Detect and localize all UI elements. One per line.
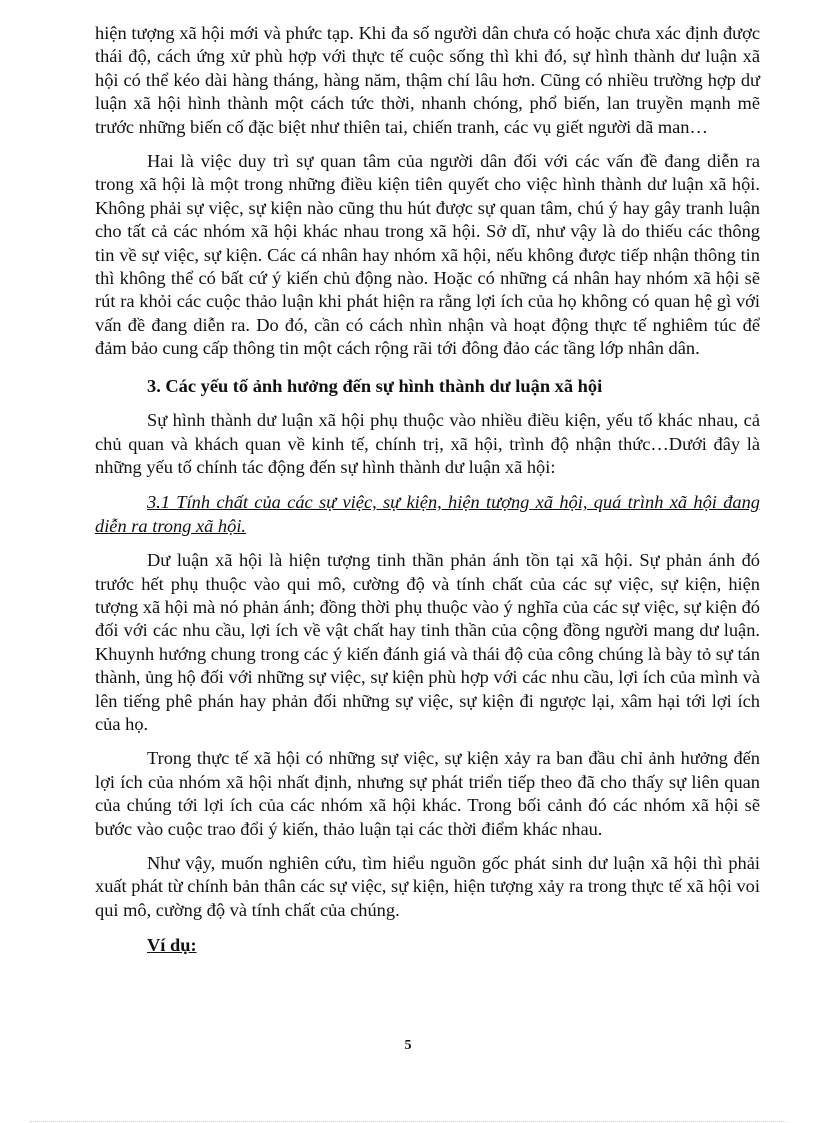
- example-label: Ví dụ:: [147, 935, 197, 956]
- paragraph-reflection: Dư luận xã hội là hiện tượng tinh thần phản ánh tồn tại xã hội. Sự phản ánh đó trước hết phụ thuộc vào qui mô, cường độ và tính chất của các sự việc, sự kiện, hiện tượng xã hội mà nó phản ánh; đồng thời phụ thuộc vào ý nghĩa của các sự việc, sự kiện đó đối với các nhu cầu, lợi ích về vật chất hay tinh thần của cộng đồng người mang dư luận. Khuynh hướng chung trong các ý kiến đánh giá và thái độ của công chúng là bày tỏ sự tán thành, ủng hộ đối với những sự việc, sự kiện phù hợp với các nhu cầu, lợi ích của mình và lên tiếng phê phán hay phản đối những sự việc, sự kiện đi ngược lại, xâm hại tới lợi ích của họ.: [95, 550, 760, 734]
- page-bottom-divider: [30, 1121, 786, 1122]
- paragraph-continuation: hiện tượng xã hội mới và phức tạp. Khi đa số người dân chưa có hoặc chưa xác định được thái độ, cách ứng xử phù hợp với thực tế cuộc sống thì khi đó, sự hình thành dư luận xã hội có thể kéo dài hàng tháng, hàng năm, thậm chí lâu hơn. Cũng có nhiều trường hợp dư luận xã hội hình thành một cách tức thời, nhanh chóng, phổ biến, lan truyền mạnh mẽ trước những biến cố đặc biệt như thiên tai, chiến tranh, các vụ giết người dã man…: [95, 23, 760, 137]
- paragraph-intro-factors: Sự hình thành dư luận xã hội phụ thuộc vào nhiều điều kiện, yếu tố khác nhau, cả chủ quan và khách quan về kinh tế, chính trị, xã hội, trình độ nhận thức…Dưới đây là những yếu tố chính tác động đến sự hình thành dư luận xã hội:: [95, 410, 760, 477]
- subsection-heading-3-1: 3.1 Tính chất của các sự việc, sự kiện, hiện tượng xã hội, quá trình xã hội đang diễn ra trong xã hội.: [95, 492, 760, 536]
- section-heading-3: 3. Các yếu tố ảnh hưởng đến sự hình thành dư luận xã hội: [147, 375, 603, 396]
- paragraph-conclusion: Như vậy, muốn nghiên cứu, tìm hiểu nguồn gốc phát sinh dư luận xã hội thì phải xuất phát từ chính bản thân các sự việc, sự kiện, hiện tượng xảy ra trong thực tế xã hội voi qui mô, cường độ và tính chất của chúng.: [95, 853, 760, 920]
- paragraph-hai-la: Hai là việc duy trì sự quan tâm của người dân đối với các vấn đề đang diễn ra trong xã hội là một trong những điều kiện tiên quyết cho việc hình thành dư luận xã hội. Không phải sự việc, sự kiện nào cũng thu hút được sự quan tâm, chú ý hay gây tranh luận cho tất cả các nhóm xã hội khác nhau trong xã hội. Sở dĩ, như vậy là do thiếu các thông tin về sự việc, sự kiện. Các cá nhân hay nhóm xã hội, nếu không được tiếp nhận thông tin thì không thể có bất cứ ý kiến chủ động nào. Hoặc có những cá nhân hay nhóm xã hội sẽ rút ra khỏi các cuộc thảo luận khi phát hiện ra rằng lợi ích của họ không có quan hệ gì với vấn đề đang diễn ra. Do đó, cần có cách nhìn nhận và hoạt động thực tế nghiêm túc để đảm bảo cung cấp thông tin một cách rộng rãi tới đông đảo các tầng lớp nhân dân.: [95, 151, 760, 359]
- page-number: 5: [404, 1038, 412, 1053]
- page-content: [95, 22, 760, 958]
- paragraph-reality: Trong thực tế xã hội có những sự việc, sự kiện xảy ra ban đầu chỉ ảnh hưởng đến lợi ích của nhóm xã hội nhất định, nhưng sự phát triển tiếp theo đã cho thấy sự liên quan của chúng tới lợi ích của các nhóm xã hội khác. Trong bối cảnh đó các nhóm xã hội sẽ bước vào cuộc trao đổi ý kiến, thảo luận tại các thời điểm khác nhau.: [95, 748, 760, 839]
